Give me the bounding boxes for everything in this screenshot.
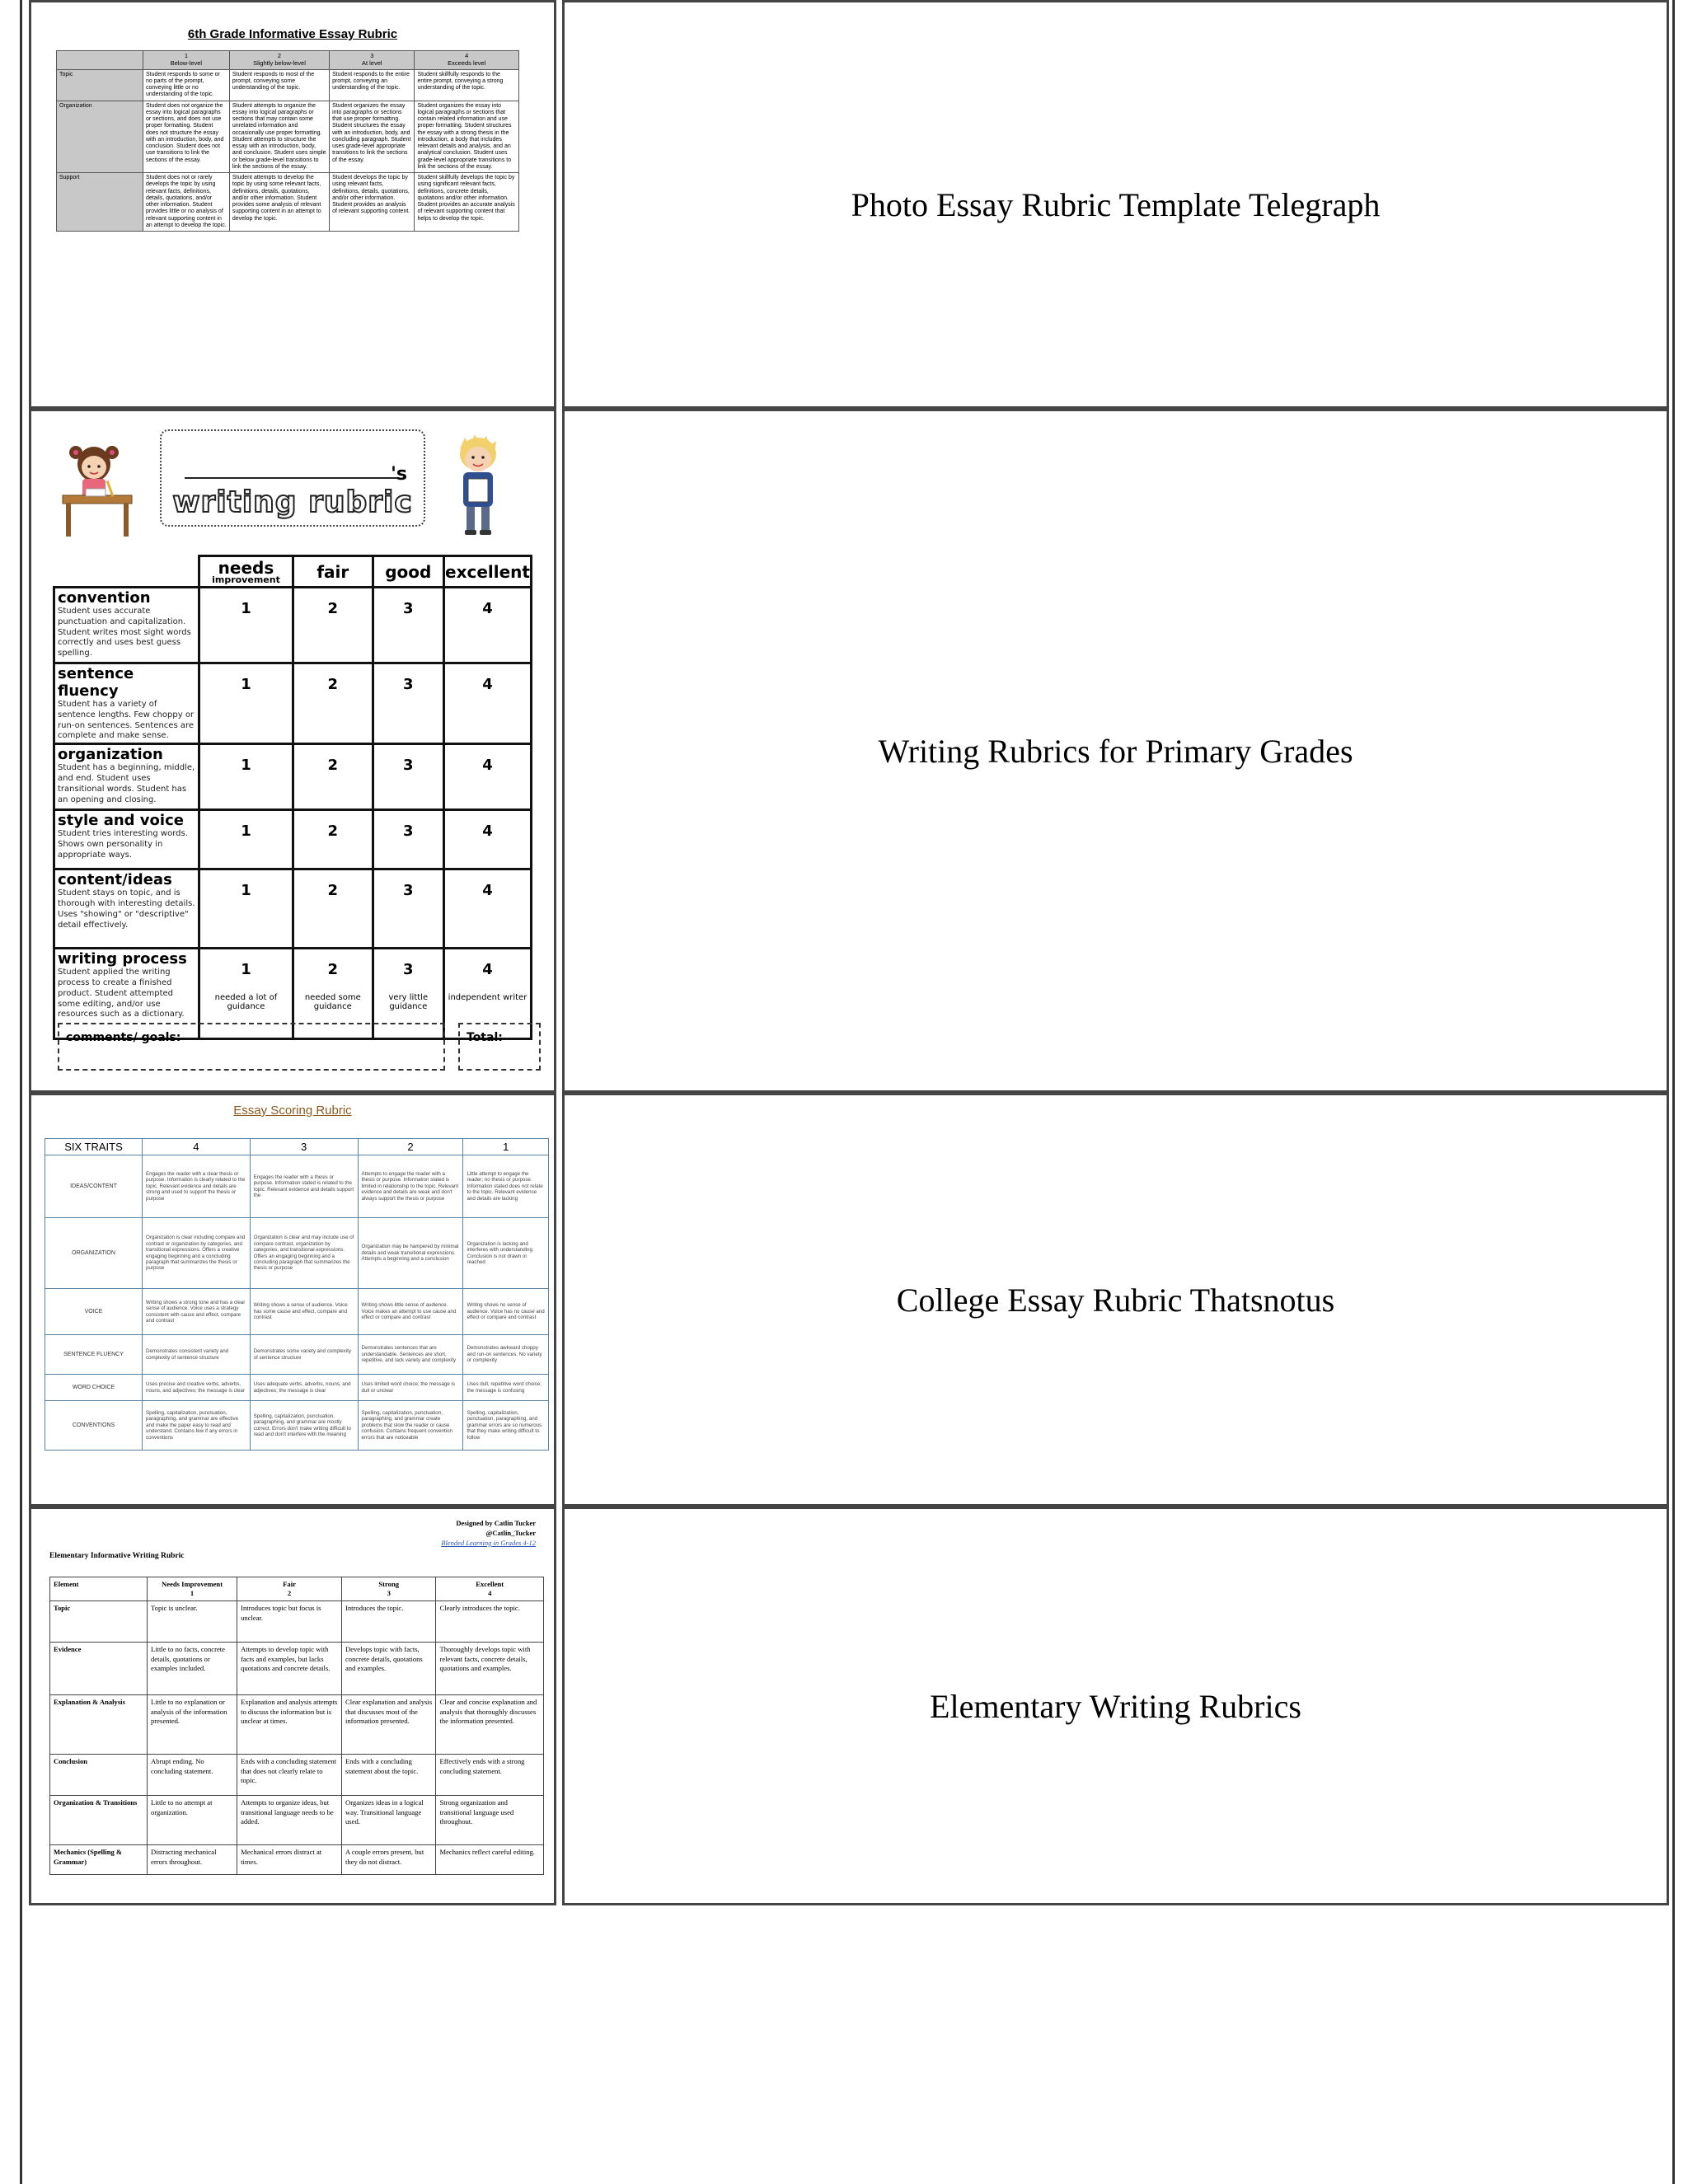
writing-rubric-image (36, 415, 549, 1087)
row-cell: Organization is clear and may include use of compare contrast, organization by categories, and transitional expressions. Offers an engaging beginning and a concluding paragraph that summarizes the thesis or purpose (250, 1218, 358, 1289)
col-good: good (373, 556, 443, 588)
row-cell: Student skillfully responds to the entire prompt, conveying a strong understanding of the topic. (415, 69, 519, 101)
score-value: 3 (403, 600, 414, 617)
table-row (50, 1755, 544, 1796)
guidance-label: independent writer (448, 993, 528, 1003)
gallery-row-1 (29, 0, 1669, 409)
guidance-label: very little guidance (388, 993, 429, 1012)
trait-description: Student has a beginning, middle, and end. Student uses transitional words. Student has an opening and closing. (58, 763, 195, 804)
score-value: 2 (327, 600, 339, 617)
row-cell: Little to no attempt at organization. (148, 1796, 237, 1845)
row-label: Support (57, 173, 143, 232)
header-cell: Fair 2 (237, 1577, 342, 1601)
caption-cell-3 (562, 1093, 1669, 1507)
designer-credit (441, 1519, 536, 1549)
trait-name: sentence fluency (58, 665, 134, 700)
row-cell: Student attempts to organize the essay into logical paragraphs or sections that may contain some unrelated information and occasionally use proper formatting. Student attempts to structure the essay with an introduction, body, and conclusion. Student uses simple or below grade-level transitions to link the sections of the essay. (229, 101, 329, 173)
row-cell: Mechanics reflect careful editing. (436, 1845, 544, 1875)
score-cell (444, 810, 532, 869)
essay-scoring-rubric-image (36, 1099, 549, 1501)
header-cell: Excellent 4 (436, 1577, 544, 1601)
row-label: Topic (50, 1601, 148, 1643)
score-value: 2 (327, 757, 339, 775)
elementary-rubric-table (49, 1577, 544, 1875)
row-cell: Student responds to the entire prompt, conveying an understanding of the topic. (330, 69, 415, 101)
row-cell: Organizes ideas in a logical way. Transitional language used. (341, 1796, 435, 1845)
row-label: Mechanics (Spelling & Grammar) (50, 1845, 148, 1875)
score-value: 2 (327, 961, 339, 979)
score-cell (199, 588, 293, 663)
table-row (45, 1401, 549, 1451)
gallery-row-2 (29, 409, 1669, 1093)
row-cell: Spelling, capitalization, punctuation, paragraphing, and grammar are mostly correct. Errors don't make writing difficult to read and don't interfere with the meaning (250, 1401, 358, 1451)
row-cell: Writing shows little sense of audience. Voice makes an attempt to use cause and effect or compare and contrast (358, 1289, 463, 1335)
score-cell (373, 588, 443, 663)
score-cell (199, 663, 293, 744)
score-value: 4 (482, 600, 493, 617)
header-cell: SIX TRAITS (45, 1139, 143, 1155)
row-label (54, 744, 199, 810)
score-value: 1 (241, 823, 251, 841)
guidance-label: needed a lot of guidance (214, 993, 278, 1012)
score-value: 4 (482, 823, 493, 841)
row-cell: Abrupt ending. No concluding statement. (148, 1755, 237, 1796)
gallery-row-3 (29, 1093, 1669, 1507)
row-cell: Attempts to engage the reader with a thesis or purpose. Information stated is limited in relationship to the topic. Relevant evidence and details are weak and don't always support the thesis or purpose (358, 1155, 463, 1218)
row-cell: Attempts to organize ideas, but transitional language needs to be added. (237, 1796, 342, 1845)
row-cell: Strong organization and transitional language used throughout. (436, 1796, 544, 1845)
row-cell: Student develops the topic by using relevant facts, definitions, details, quotations, and/or other information. Student provides an analysis of relevant supporting content. (330, 173, 415, 232)
table-row (50, 1845, 544, 1875)
row-cell: Demonstrates some variety and complexity of sentence structure (250, 1335, 358, 1375)
possessive-apostrophe: 's (391, 464, 407, 485)
name-line (185, 477, 399, 479)
header-improvement: improvement (212, 574, 280, 585)
rubric-thumbnail-2[interactable] (29, 409, 556, 1093)
score-cell (373, 810, 443, 869)
table-row (50, 1643, 544, 1695)
row-cell: Engages the reader with a clear thesis or purpose. Information is clearly related to the topic. Relevant evidence and details are strong and used to support the thesis or purpose (143, 1155, 251, 1218)
score-cell (293, 869, 373, 949)
score-value: 2 (327, 882, 339, 900)
table-row (50, 1796, 544, 1845)
col-excellent: excellent (444, 556, 532, 588)
table-row (45, 1375, 549, 1401)
score-value: 2 (327, 676, 339, 693)
score-value: 3 (403, 961, 414, 979)
row-cell: Student attempts to develop the topic by using some relevant facts, definitions, details, quotations, and/or other information. Student provides some analysis of relevant supporting content in an attempt to develop the topic. (229, 173, 329, 232)
row-cell: Student skillfully develops the topic by using significant relevant facts, definitions, concrete details, quotations and/or other information. Student provides an accurate analysis of relevant supporting content that helps to develop the topic. (415, 173, 519, 232)
row-cell: Topic is unclear. (148, 1601, 237, 1643)
score-value: 4 (482, 961, 493, 979)
score-value: 3 (403, 676, 414, 693)
row-cell: Uses precise and creative verbs, adverbs, nouns, and adjectives; the message is clear (143, 1375, 251, 1401)
rubric-title: Essay Scoring Rubric (233, 1104, 352, 1118)
table-row (54, 869, 532, 949)
score-value: 2 (327, 823, 339, 841)
comments-goals-label: comments/ goals: (66, 1031, 181, 1044)
score-value: 4 (482, 882, 493, 900)
table-row (57, 101, 519, 173)
caption-cell-2 (562, 409, 1669, 1093)
row-cell: Uses dull, repetitive word choice; the message is confusing (463, 1375, 549, 1401)
row-cell: Organization is clear including compare and contrast or organization by categories, and transitional expressions. Offers a creative engaging beginning and a concluding paragraph that summarizes the thesis or purpose (143, 1218, 251, 1289)
gallery-row-4 (29, 1507, 1669, 1905)
header-cell: 2 Slightly below-level (229, 51, 329, 70)
row-cell: Demonstrates consistent variety and complexity of sentence structure (143, 1335, 251, 1375)
comments-goals-box (58, 1023, 445, 1071)
score-cell (293, 663, 373, 744)
row-label: Organization (57, 101, 143, 173)
row-cell: Student organizes the essay into paragraphs or sections that use proper formatting. Student structures the essay with an introduction, body, and concluding paragraph. Student uses grade-level appropriate transitions to link the sections of the essay. (330, 101, 415, 173)
table-row (57, 173, 519, 232)
blank-corner (54, 556, 199, 588)
row-label (54, 588, 199, 663)
table-row (45, 1218, 549, 1289)
score-cell (373, 744, 443, 810)
score-value: 4 (482, 757, 493, 775)
row-cell: Student organizes the essay into logical paragraphs or sections that contain related information and use proper formatting. Student structures the essay with a strong thesis in the introduction, a body that includes relevant details and analysis, and an analytical conclusion. Student uses grade-level appropriate transitions to link the sections of the essay. (415, 101, 519, 173)
table-row (45, 1155, 549, 1218)
row-cell: Student responds to most of the prompt, conveying some understanding of the topic. (229, 69, 329, 101)
page-frame (20, 0, 1675, 2184)
row-cell: Spelling, capitalization, punctuation, paragraphing, and grammar create problems that slow the reader or cause confusion. Contains frequent convention errors that are noticeable (358, 1401, 463, 1451)
row-cell: Engages the reader with a thesis or purpose. Information stated is related to the topic. Relevant evidence and details support the (250, 1155, 358, 1218)
total-box (458, 1023, 541, 1071)
trait-description: Student tries interesting words. Shows own personality in appropriate ways. (58, 829, 188, 860)
image-caption[interactable]: Elementary Writing Rubrics (930, 1687, 1301, 1725)
row-cell: Demonstrates sentences that are understandable. Sentences are short, repetitive, and lack variety and complexity (358, 1335, 463, 1375)
row-cell: Ends with a concluding statement about the topic. (341, 1755, 435, 1796)
score-cell (199, 869, 293, 949)
row-cell: Develops topic with facts, concrete details, quotations and examples. (341, 1643, 435, 1695)
table-row (54, 663, 532, 744)
row-cell: Demonstrates awkward choppy and run-on sentences. No variety or complexity (463, 1335, 549, 1375)
guidance-label: needed some guidance (304, 993, 361, 1012)
table-row (54, 744, 532, 810)
row-cell: Clear explanation and analysis that discusses most of the information presented. (341, 1695, 435, 1755)
score-cell (444, 663, 532, 744)
row-cell: Clear and concise explanation and analysis that thoroughly discusses the information presented. (436, 1695, 544, 1755)
row-cell: Student does not organize the essay into logical paragraphs or sections, and does not use proper formatting. Student does not structure the essay with an introduction, body, and conclusion. Student does not use transitions to link the sections of the essay. (143, 101, 230, 173)
table-row (45, 1335, 549, 1375)
header-cell: Element (50, 1577, 148, 1601)
score-value: 1 (241, 600, 251, 617)
score-cell (444, 869, 532, 949)
table-row (50, 1695, 544, 1755)
row-cell: Introduces topic but focus is unclear. (237, 1601, 342, 1643)
table-row (45, 1289, 549, 1335)
image-caption[interactable]: College Essay Rubric Thatsnotus (896, 1281, 1335, 1319)
trait-name: writing process (58, 950, 187, 968)
row-cell: Thoroughly develops topic with relevant facts, concrete details, quotations and examples. (436, 1643, 544, 1695)
row-cell: Effectively ends with a strong concluding statement. (436, 1755, 544, 1796)
writing-rubric-title: writing rubric (172, 485, 413, 519)
score-cell (444, 588, 532, 663)
col-needs-improvement (199, 556, 293, 588)
row-cell: Organization is lacking and interferes with understanding. Conclusion is not drawn or reached (463, 1218, 549, 1289)
score-value: 3 (403, 882, 414, 900)
header-cell: 1 (463, 1139, 549, 1155)
score-value: 3 (403, 823, 414, 841)
score-value: 3 (403, 757, 414, 775)
row-cell: Student responds to some or no parts of the prompt, conveying little or no understanding of the topic. (143, 69, 230, 101)
table-row (57, 69, 519, 101)
row-cell: Explanation and analysis attempts to discuss the information but is unclear at times. (237, 1695, 342, 1755)
row-cell: Distracting mechanical errors throughout. (148, 1845, 237, 1875)
row-label (54, 869, 199, 949)
header-cell: Strong 3 (341, 1577, 435, 1601)
writing-rubric-banner (160, 429, 425, 527)
score-value: 4 (482, 676, 493, 693)
rubric-thumbnail-4[interactable] (29, 1507, 556, 1905)
row-cell: Introduces the topic. (341, 1601, 435, 1643)
header-cell: Needs Improvement 1 (148, 1577, 237, 1601)
trait-description: Student has a variety of sentence lengths. Few choppy or run-on sentences. Sentences are complete and make sense. (58, 700, 195, 741)
row-cell: Spelling, capitalization, punctuation, paragraphing, and grammar errors are so numerous that they make writing difficult to follow (463, 1401, 549, 1451)
trait-description: Student uses accurate punctuation and capitalization. Student writes most sight words correctly and uses best guess spelling. (58, 607, 191, 658)
row-cell: Attempts to develop topic with facts and examples, but lacks quotations and concrete details. (237, 1643, 342, 1695)
rubric-title: Elementary Informative Writing Rubric (49, 1552, 185, 1560)
table-row (50, 1601, 544, 1643)
trait-description: Student applied the writing process to create a finished product. Student attempted some editing, and/or use resources such as a dictionary. (58, 968, 185, 1019)
boy-with-book-illustration (447, 431, 509, 538)
rubric-title: 6th Grade Informative Essay Rubric (187, 27, 398, 41)
row-cell: Writing shows no sense of audience. Voice has no cause and effect or compare and contrast (463, 1289, 549, 1335)
table-row (54, 810, 532, 869)
row-label (54, 810, 199, 869)
sixth-grade-rubric-image (36, 6, 549, 403)
score-cell (199, 810, 293, 869)
header-cell: 4 Exceeds level (415, 51, 519, 70)
row-cell: Spelling, capitalization, punctuation, paragraphing, and grammar are effective and make the paper easy to read and understand. Contains few if any errors in conventions (143, 1401, 251, 1451)
trait-name: content/ideas (58, 871, 172, 889)
rubric-thumbnail-3[interactable] (29, 1093, 556, 1507)
rubric-thumbnail-1[interactable] (29, 0, 556, 409)
row-cell: Student does not or rarely develops the topic by using relevant facts, definitions, details, quotations, and/or other information. Student provides little or no analysis of relevant supporting content in an attempt to develop the topic. (143, 173, 230, 232)
header-cell: 3 At level (330, 51, 415, 70)
row-cell: Writing shows a sense of audience. Voice has some cause and effect, compare and contrast (250, 1289, 358, 1335)
score-value: 1 (241, 676, 251, 693)
row-cell: Uses adequate verbs, adverbs, nouns, and adjectives; the message is clear (250, 1375, 358, 1401)
score-cell (199, 744, 293, 810)
row-cell: Little attempt to engage the reader; no thesis or purpose. Information stated does not relate to the topic. Relevant evidence and details are lacking (463, 1155, 549, 1218)
row-label: CONVENTIONS (45, 1401, 143, 1451)
score-cell (444, 744, 532, 810)
score-value: 1 (241, 882, 251, 900)
row-label: ORGANIZATION (45, 1218, 143, 1289)
writing-rubric-table (53, 555, 532, 1040)
header-cell: 4 (143, 1139, 251, 1155)
header-cell: 3 (250, 1139, 358, 1155)
row-cell: Organization may be hampered by minimal details and weak transitional expressions. Attempts a beginning and a conclusion (358, 1218, 463, 1289)
row-cell: Little to no facts, concrete details, quotations or examples included. (148, 1643, 237, 1695)
girl-at-desk-illustration (58, 439, 137, 540)
image-caption[interactable]: Photo Essay Rubric Template Telegraph (851, 185, 1381, 223)
header-cell: 2 (358, 1139, 463, 1155)
rubric-table (56, 50, 519, 232)
trait-name: style and voice (58, 812, 184, 830)
row-cell: Little to no explanation or analysis of the information presented. (148, 1695, 237, 1755)
score-cell (373, 663, 443, 744)
image-caption[interactable]: Writing Rubrics for Primary Grades (878, 732, 1353, 770)
credit-handle: @Catlin_Tucker (485, 1528, 536, 1537)
total-label: Total: (467, 1031, 503, 1044)
col-fair: fair (293, 556, 373, 588)
trait-description: Student stays on topic, and is thorough with interesting details. Uses "showing" or "descriptive" detail effectively. (58, 888, 195, 930)
row-cell: Mechanical errors distract at times. (237, 1845, 342, 1875)
row-cell: Clearly introduces the topic. (436, 1601, 544, 1643)
row-cell: A couple errors present, but they do not distract. (341, 1845, 435, 1875)
score-cell (373, 869, 443, 949)
row-label: SENTENCE FLUENCY (45, 1335, 143, 1375)
row-label: Topic (57, 69, 143, 101)
row-cell: Writing shows a strong tone and has a clear sense of audience. Voice uses a strategy consistent with cause and effect, compare and contrast (143, 1289, 251, 1335)
credit-designer: Designed by Catlin Tucker (456, 1519, 536, 1527)
row-label (54, 663, 199, 744)
essay-scoring-table (45, 1138, 549, 1451)
trait-name: organization (58, 746, 163, 764)
trait-name: convention (58, 589, 151, 607)
row-label: Explanation & Analysis (50, 1695, 148, 1755)
row-label: IDEAS/CONTENT (45, 1155, 143, 1218)
table-row (54, 588, 532, 663)
row-label: Organization & Transitions (50, 1796, 148, 1845)
row-cell: Ends with a concluding statement that does not clearly relate to topic. (237, 1755, 342, 1796)
row-cell: Uses limited word choice; the message is dull or unclear (358, 1375, 463, 1401)
score-value: 1 (241, 757, 251, 775)
row-label: Evidence (50, 1643, 148, 1695)
score-cell (293, 810, 373, 869)
caption-cell-4 (562, 1507, 1669, 1905)
score-value: 1 (241, 961, 251, 979)
score-cell (293, 744, 373, 810)
row-label: WORD CHOICE (45, 1375, 143, 1401)
header-cell (57, 51, 143, 70)
score-cell (293, 588, 373, 663)
header-cell: 1 Below-level (143, 51, 230, 70)
header-needs: needs (218, 558, 274, 578)
elementary-rubric-image (36, 1512, 549, 1900)
row-label: VOICE (45, 1289, 143, 1335)
credit-link[interactable]: Blended Learning in Grades 4-12 (441, 1538, 536, 1547)
row-label: Conclusion (50, 1755, 148, 1796)
caption-cell-1 (562, 0, 1669, 409)
